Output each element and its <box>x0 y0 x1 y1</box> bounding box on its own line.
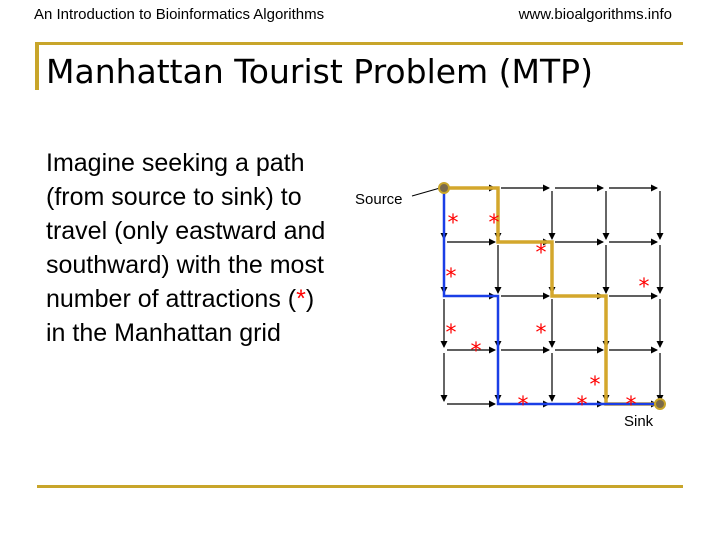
bottom-accent-line <box>37 485 683 488</box>
attraction-star: * <box>625 393 637 418</box>
top-accent-line <box>35 42 683 45</box>
source-pointer-line <box>412 188 440 196</box>
attraction-star: * <box>445 321 457 346</box>
source-label: Source <box>355 191 403 208</box>
slide-title: Manhattan Tourist Problem (MTP) <box>46 52 593 91</box>
left-accent-bar <box>35 42 39 90</box>
header-course-title: An Introduction to Bioinformatics Algorithms <box>34 6 325 23</box>
header-website: www.bioalgorithms.info <box>518 6 672 23</box>
slide-body-text <box>46 146 336 350</box>
attraction-star: * <box>488 211 500 236</box>
attraction-star: * <box>445 265 457 290</box>
attraction-star: * <box>638 275 650 300</box>
attraction-star: * <box>517 393 529 418</box>
attraction-star: * <box>535 241 547 266</box>
body-text-part-1: Imagine seeking a path (from source to sink) to travel (only eastward and southward) with the most number of attractions ( <box>46 149 326 313</box>
attraction-star: * <box>470 339 482 364</box>
source-node <box>439 183 449 193</box>
body-text-part-2: ) in the Manhattan grid <box>46 285 315 347</box>
sink-node <box>655 399 665 409</box>
attraction-star: * <box>576 393 588 418</box>
attraction-star: * <box>447 211 459 236</box>
attraction-star: * <box>535 321 547 346</box>
attraction-star: * <box>589 373 601 398</box>
manhattan-grid-figure <box>340 175 685 435</box>
sink-label: Sink <box>624 413 654 430</box>
attraction-star-inline: * <box>296 285 306 313</box>
